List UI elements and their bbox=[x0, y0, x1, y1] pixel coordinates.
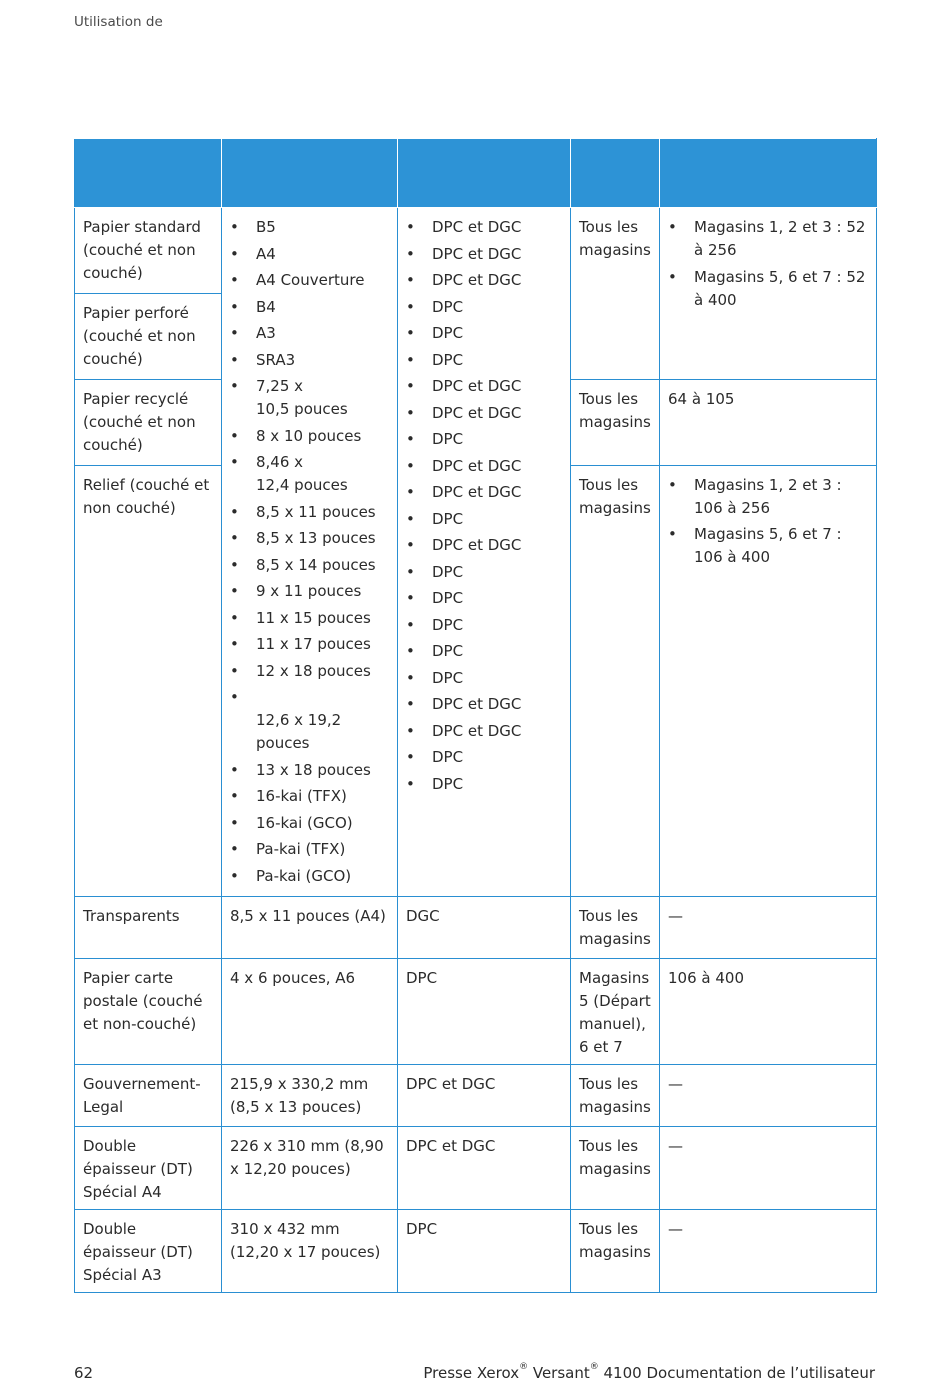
header-cell bbox=[398, 139, 571, 208]
list-item: • DPC bbox=[406, 773, 562, 796]
size-cell: 8,5 x 11 pouces (A4) bbox=[222, 897, 398, 959]
sizes-list bbox=[230, 216, 389, 888]
trays-cell: Magasins 5 (Départ manuel), 6 et 7 bbox=[571, 959, 660, 1065]
paper-type-cell: Papier standard (couché et non couché) bbox=[75, 208, 222, 294]
list-item: • 8,5 x 14 pouces bbox=[230, 554, 389, 577]
paper-type-cell: Papier recyclé (couché et non couché) bbox=[75, 379, 222, 465]
paper-type-cell: Relief (couché et non couché) bbox=[75, 465, 222, 896]
doc-title-pre: Presse Xerox bbox=[423, 1364, 520, 1382]
weight-cell: — bbox=[660, 1065, 877, 1127]
header-cell bbox=[660, 139, 877, 208]
list-item: • B5 bbox=[230, 216, 389, 239]
list-item: • 16-kai (TFX) bbox=[230, 785, 389, 808]
header-cell bbox=[571, 139, 660, 208]
trays-cell: Tous les magasins bbox=[571, 379, 660, 465]
paper-type-cell: Transparents bbox=[75, 897, 222, 959]
list-item: • DPC et DGC bbox=[406, 534, 562, 557]
header-cell bbox=[75, 139, 222, 208]
trays-cell: Tous les magasins bbox=[571, 897, 660, 959]
list-item: • DPC bbox=[406, 508, 562, 531]
list-item: • DPC bbox=[406, 640, 562, 663]
table-row bbox=[75, 897, 877, 959]
feed-cell: DPC bbox=[398, 959, 571, 1065]
paper-type-cell: Double épaisseur (DT) Spécial A4 bbox=[75, 1127, 222, 1210]
list-item: • 12,6 x 19,2 pouces bbox=[230, 686, 389, 755]
weight-list bbox=[668, 474, 868, 570]
table-row bbox=[75, 1065, 877, 1127]
list-item: • DPC bbox=[406, 349, 562, 372]
list-item: • 8,5 x 11 pouces bbox=[230, 501, 389, 524]
size-cell: 4 x 6 pouces, A6 bbox=[222, 959, 398, 1065]
list-item: • DPC et DGC bbox=[406, 402, 562, 425]
list-item: • Magasins 1, 2 et 3 : 106 à 256 bbox=[668, 474, 868, 520]
paper-type-cell: Papier carte postale (couché et non-couché) bbox=[75, 959, 222, 1065]
paper-type-cell: Double épaisseur (DT) Spécial A3 bbox=[75, 1210, 222, 1293]
feed-cell: DPC et DGC bbox=[398, 1065, 571, 1127]
weight-cell: 106 à 400 bbox=[660, 959, 877, 1065]
table-row bbox=[75, 1127, 877, 1210]
page-number: 62 bbox=[74, 1364, 94, 1382]
list-item: • DPC et DGC bbox=[406, 693, 562, 716]
list-item: • 8,5 x 13 pouces bbox=[230, 527, 389, 550]
size-cell: 215,9 x 330,2 mm (8,5 x 13 pouces) bbox=[222, 1065, 398, 1127]
feed-cell bbox=[398, 208, 571, 897]
list-item: • DPC et DGC bbox=[406, 455, 562, 478]
list-item: • 12 x 18 pouces bbox=[230, 660, 389, 683]
weight-cell: — bbox=[660, 1210, 877, 1293]
list-item: • DPC bbox=[406, 614, 562, 637]
list-item: • Magasins 1, 2 et 3 : 52 à 256 bbox=[668, 216, 868, 262]
list-item: • 8 x 10 pouces bbox=[230, 425, 389, 448]
list-item: • DPC et DGC bbox=[406, 216, 562, 239]
size-cell: 310 x 432 mm (12,20 x 17 pouces) bbox=[222, 1210, 398, 1293]
list-item: • DPC et DGC bbox=[406, 720, 562, 743]
doc-title-post: 4100 Documentation de l’utilisateur bbox=[598, 1364, 875, 1382]
doc-title-mid: Versant bbox=[528, 1364, 590, 1382]
trays-cell: Tous les magasins bbox=[571, 208, 660, 380]
list-item: • A3 bbox=[230, 322, 389, 345]
list-item: • DPC et DGC bbox=[406, 243, 562, 266]
feed-list bbox=[406, 216, 562, 796]
sizes-cell bbox=[222, 208, 398, 897]
paper-type-cell: Papier perforé (couché et non couché) bbox=[75, 293, 222, 379]
list-item: • DPC bbox=[406, 296, 562, 319]
weight-cell: 64 à 105 bbox=[660, 379, 877, 465]
registered-mark: ® bbox=[519, 1362, 529, 1372]
table-row bbox=[75, 208, 877, 294]
list-item: • 13 x 18 pouces bbox=[230, 759, 389, 782]
paper-spec-table bbox=[74, 138, 877, 1293]
list-item: • DPC bbox=[406, 667, 562, 690]
list-item: • B4 bbox=[230, 296, 389, 319]
trays-cell: Tous les magasins bbox=[571, 1210, 660, 1293]
list-item: • DPC bbox=[406, 322, 562, 345]
weight-cell bbox=[660, 465, 877, 896]
list-item: • Magasins 5, 6 et 7 : 106 à 400 bbox=[668, 523, 868, 569]
list-item: • A4 bbox=[230, 243, 389, 266]
header-cell bbox=[222, 139, 398, 208]
weight-cell: — bbox=[660, 1127, 877, 1210]
feed-cell: DPC bbox=[398, 1210, 571, 1293]
list-item: • 11 x 15 pouces bbox=[230, 607, 389, 630]
weight-cell: — bbox=[660, 897, 877, 959]
paper-type-cell: Gouvernement-Legal bbox=[75, 1065, 222, 1127]
list-item: • DPC bbox=[406, 428, 562, 451]
list-item: • Magasins 5, 6 et 7 : 52 à 400 bbox=[668, 266, 868, 312]
list-item: • DPC et DGC bbox=[406, 375, 562, 398]
registered-mark: ® bbox=[589, 1362, 599, 1372]
list-item: • SRA3 bbox=[230, 349, 389, 372]
feed-cell: DGC bbox=[398, 897, 571, 959]
list-item: • 11 x 17 pouces bbox=[230, 633, 389, 656]
list-item: • DPC et DGC bbox=[406, 481, 562, 504]
list-item: • Pa-kai (TFX) bbox=[230, 838, 389, 861]
table-row bbox=[75, 1210, 877, 1293]
table-row bbox=[75, 959, 877, 1065]
list-item: • 9 x 11 pouces bbox=[230, 580, 389, 603]
document-title bbox=[423, 1364, 875, 1382]
list-item: • Pa-kai (GCO) bbox=[230, 865, 389, 888]
list-item: • 7,25 x 10,5 pouces bbox=[230, 375, 389, 421]
weight-list bbox=[668, 216, 868, 312]
table-header-row bbox=[75, 139, 877, 208]
list-item: • DPC bbox=[406, 561, 562, 584]
trays-cell: Tous les magasins bbox=[571, 1127, 660, 1210]
trays-cell: Tous les magasins bbox=[571, 1065, 660, 1127]
list-item: • 8,46 x 12,4 pouces bbox=[230, 451, 389, 497]
list-item: • DPC bbox=[406, 746, 562, 769]
list-item: • DPC et DGC bbox=[406, 269, 562, 292]
trays-cell: Tous les magasins bbox=[571, 465, 660, 896]
size-cell: 226 x 310 mm (8,90 x 12,20 pouces) bbox=[222, 1127, 398, 1210]
list-item: • DPC bbox=[406, 587, 562, 610]
feed-cell: DPC et DGC bbox=[398, 1127, 571, 1210]
list-item: • A4 Couverture bbox=[230, 269, 389, 292]
weight-cell bbox=[660, 208, 877, 380]
running-header: Utilisation de bbox=[74, 14, 163, 30]
list-item: • 16-kai (GCO) bbox=[230, 812, 389, 835]
